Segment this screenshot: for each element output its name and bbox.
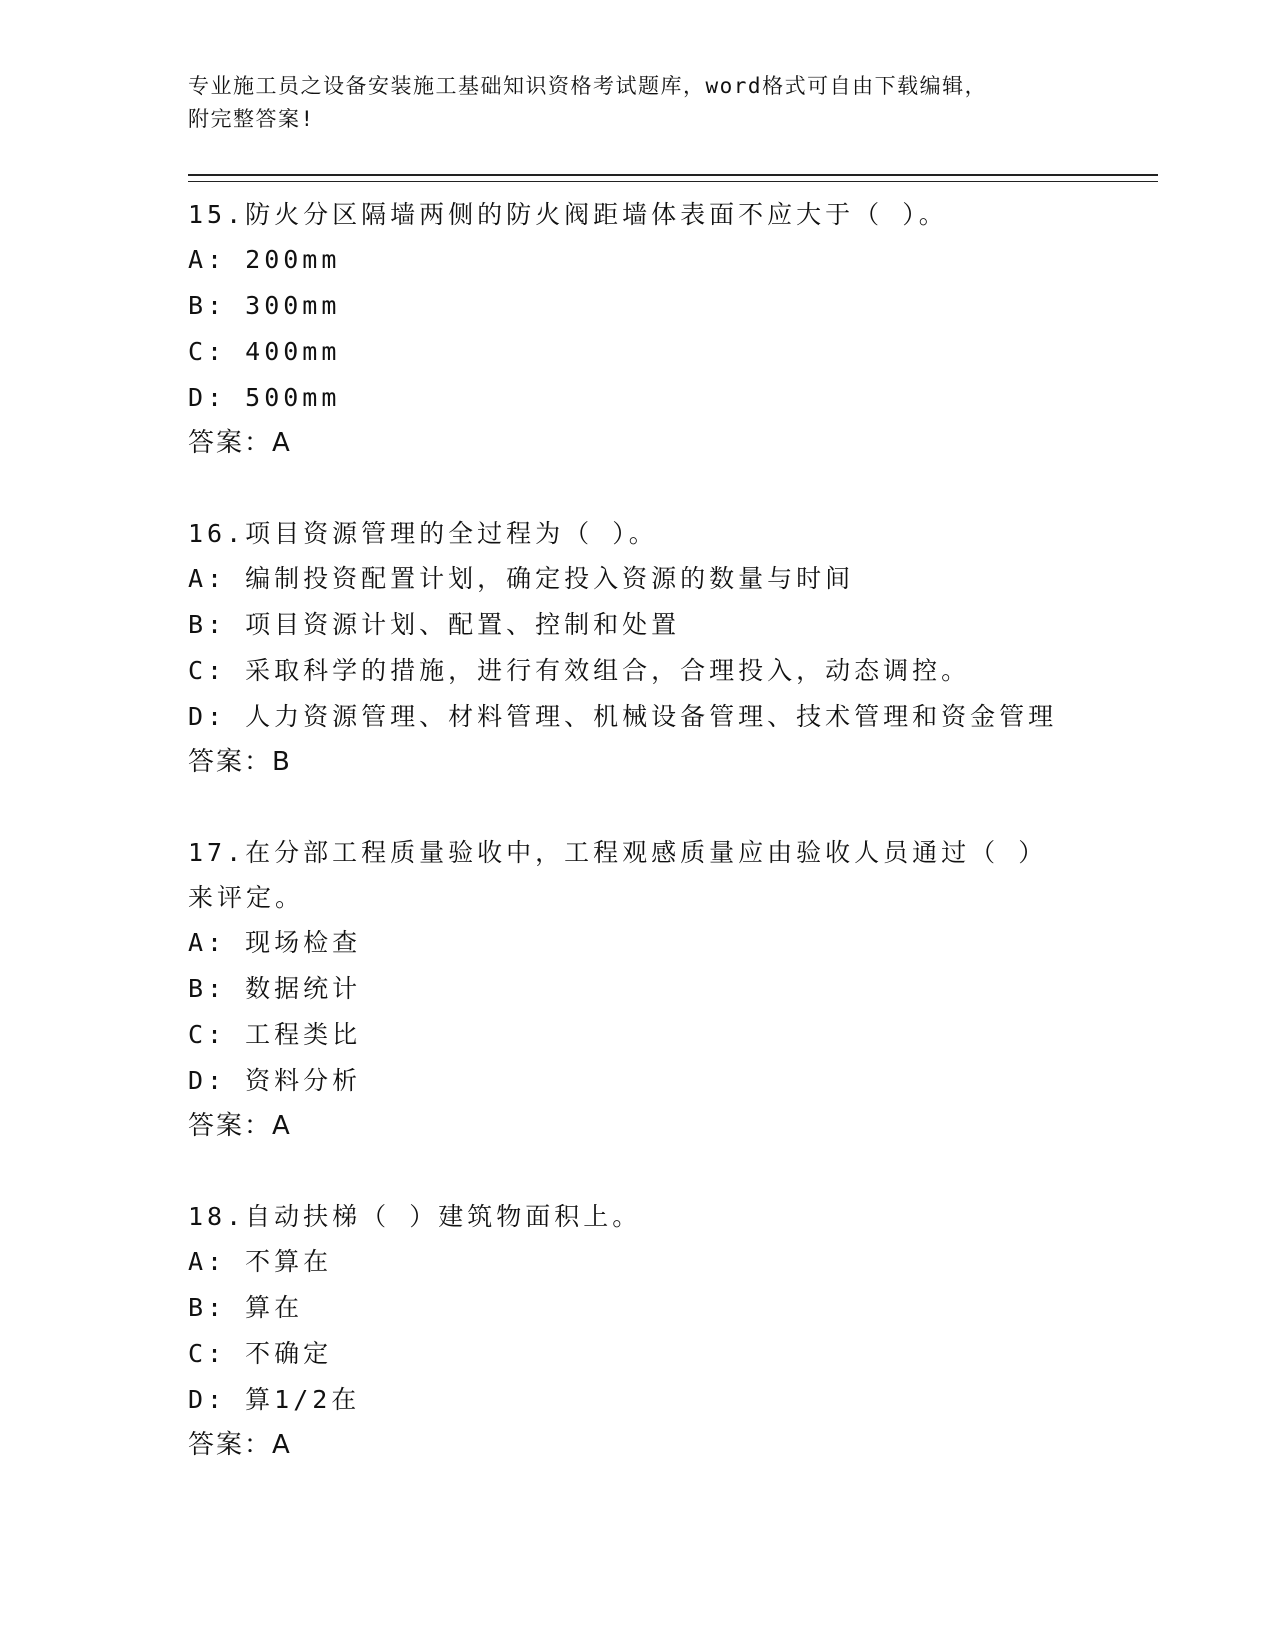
option-a: A: 编制投资配置计划，确定投入资源的数量与时间 xyxy=(188,564,855,593)
intro-text-line-2: 附完整答案! xyxy=(188,107,315,131)
answer-line: 答案：B xyxy=(188,747,292,777)
answer-line: 答案：A xyxy=(188,1111,292,1141)
question-title: 16.项目资源管理的全过程为（ ）。 xyxy=(188,519,658,548)
option-b: B: 数据统计 xyxy=(188,974,362,1003)
header-divider xyxy=(188,174,1158,182)
option-d: D: 人力资源管理、材料管理、机械设备管理、技术管理和资金管理 xyxy=(188,702,1058,731)
question-15 xyxy=(188,192,1158,466)
question-16 xyxy=(188,511,1158,785)
option-c: C: 工程类比 xyxy=(188,1020,362,1049)
option-b: B: 算在 xyxy=(188,1293,304,1322)
intro-text-line-1: 专业施工员之设备安装施工基础知识资格考试题库，word格式可自由下载编辑， xyxy=(188,74,988,98)
option-c: C: 400mm xyxy=(188,337,341,366)
option-d: D: 资料分析 xyxy=(188,1066,362,1095)
option-c: C: 采取科学的措施，进行有效组合，合理投入，动态调控。 xyxy=(188,656,971,685)
answer-line: 答案：A xyxy=(188,1430,292,1460)
option-a: A: 现场检查 xyxy=(188,928,362,957)
option-a: A: 200mm xyxy=(188,245,341,274)
option-c: C: 不确定 xyxy=(188,1339,333,1368)
answer-line: 答案：A xyxy=(188,428,292,458)
question-18 xyxy=(188,1194,1158,1468)
question-17 xyxy=(188,830,1158,1149)
option-b: B: 项目资源计划、配置、控制和处置 xyxy=(188,610,681,639)
option-d: D: 算1/2在 xyxy=(188,1385,361,1414)
option-d: D: 500mm xyxy=(188,383,341,412)
question-title: 18.自动扶梯（ ）建筑物面积上。 xyxy=(188,1202,642,1231)
question-title: 17.在分部工程质量验收中，工程观感质量应由验收人员通过（ ）来评定。 xyxy=(188,838,1048,912)
document-page xyxy=(188,70,1158,1468)
option-b: B: 300mm xyxy=(188,291,341,320)
question-title: 15.防火分区隔墙两侧的防火阀距墙体表面不应大于（ ）。 xyxy=(188,200,948,229)
document-header xyxy=(188,70,1158,136)
option-a: A: 不算在 xyxy=(188,1247,333,1276)
